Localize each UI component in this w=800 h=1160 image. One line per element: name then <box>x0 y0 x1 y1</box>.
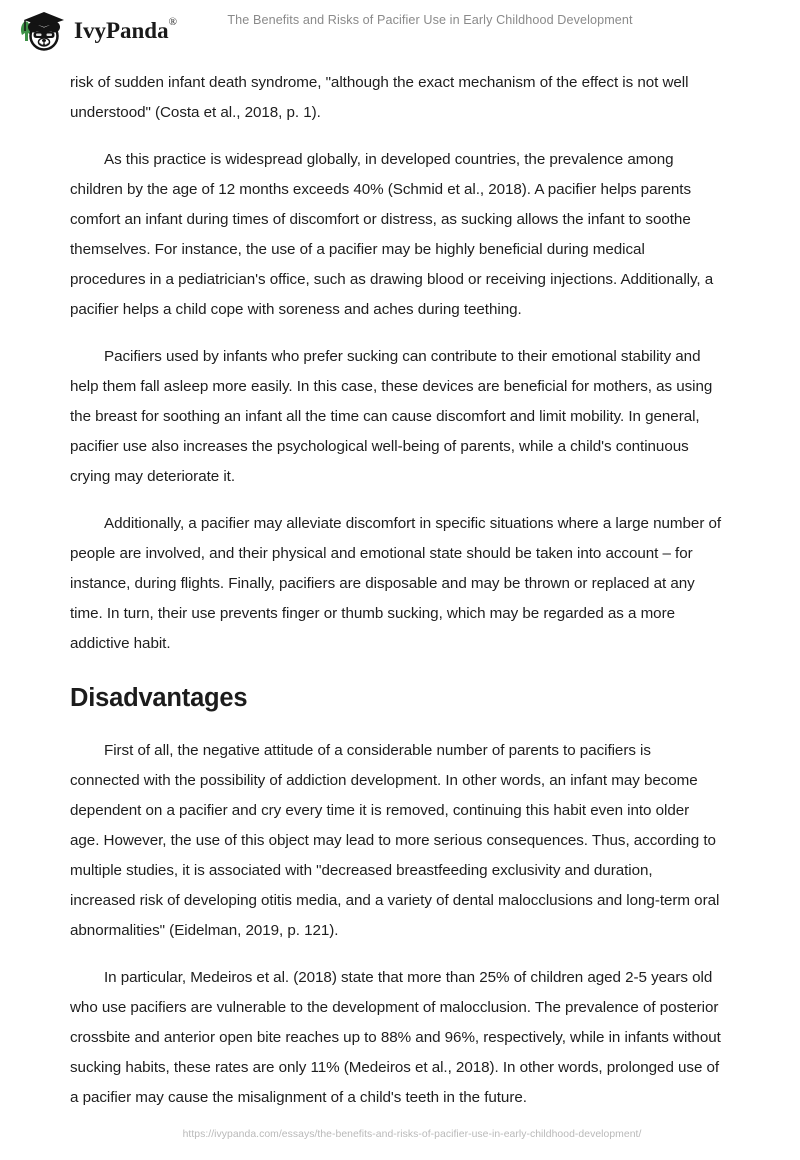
body-paragraph: First of all, the negative attitude of a considerable number of parents to pacifiers is connected with the possibility of addiction development. In other words, an infant may become dependent on a pacifier and cry every time it is removed, continuing this habit even into older age. However, the use of this object may lead to more serious consequences. Thus, according to multiple studies, it is associated with "decreased breastfeeding exclusivity and duration, increased risk of developing otitis media, and a variety of dental malocclusions and long-term oral abnormalities" (Eidelman, 2019, p. 121). <box>70 742 720 939</box>
body-paragraph: As this practice is widespread globally, in developed countries, the prevalence among children by the age of 12 months exceeds 40% (Schmid et al., 2018). A pacifier helps parents comfort an infant during times of discomfort or distress, as sucking allows the infant to soothe themselves. For instance, the use of a pacifier may be highly beneficial during medical procedures in a pediatrician's office, such as drawing blood or receiving injections. Additionally, a pacifier helps a child cope with soreness and aches during teething. <box>70 151 714 318</box>
page-footer <box>0 1124 800 1142</box>
page-header <box>0 0 800 60</box>
body-paragraph: Additionally, a pacifier may alleviate discomfort in specific situations where a large number of people are involved, and their physical and emotional state should be taken into account – for instance, during flights. Finally, pacifiers are disposable and may be thrown or replaced at any time. In turn, their use prevents finger or thumb sucking, which may be regarded as a more addictive habit. <box>70 515 722 652</box>
document-body <box>70 68 722 1130</box>
document-running-title: The Benefits and Risks of Pacifier Use in Early Childhood Development <box>227 13 633 27</box>
registered-mark: ® <box>168 15 177 28</box>
brand-name-text: IvyPanda <box>74 17 169 43</box>
section-heading: Disadvantages <box>70 684 248 712</box>
body-paragraph: Pacifiers used by infants who prefer sucking can contribute to their emotional stability and help them fall asleep more easily. In this case, these devices are beneficial for mothers, as using the breast for soothing an infant all the time can cause discomfort and limit mobility. In general, pacifier use also increases the psychological well-being of parents, while a child's continuous crying may deteriorate it. <box>70 348 713 485</box>
source-url-link[interactable]: https://ivypanda.com/essays/the-benefits-and-risks-of-pacifier-use-in-early-childhood-development/ <box>182 1129 642 1140</box>
body-paragraph: In particular, Medeiros et al. (2018) state that more than 25% of children aged 2-5 years old who use pacifiers are vulnerable to the development of malocclusion. The prevalence of posterior crossbite and anterior open bite reaches up to 88% and 96%, respectively, while in infants without sucking habits, these rates are only 11% (Medeiros et al., 2018). In other words, prolonged use of a pacifier may cause the misalignment of a child's teeth in the future. <box>70 969 721 1106</box>
body-paragraph: risk of sudden infant death syndrome, "although the exact mechanism of the effect is not well understood" (Costa et al., 2018, p. 1). <box>70 74 689 121</box>
